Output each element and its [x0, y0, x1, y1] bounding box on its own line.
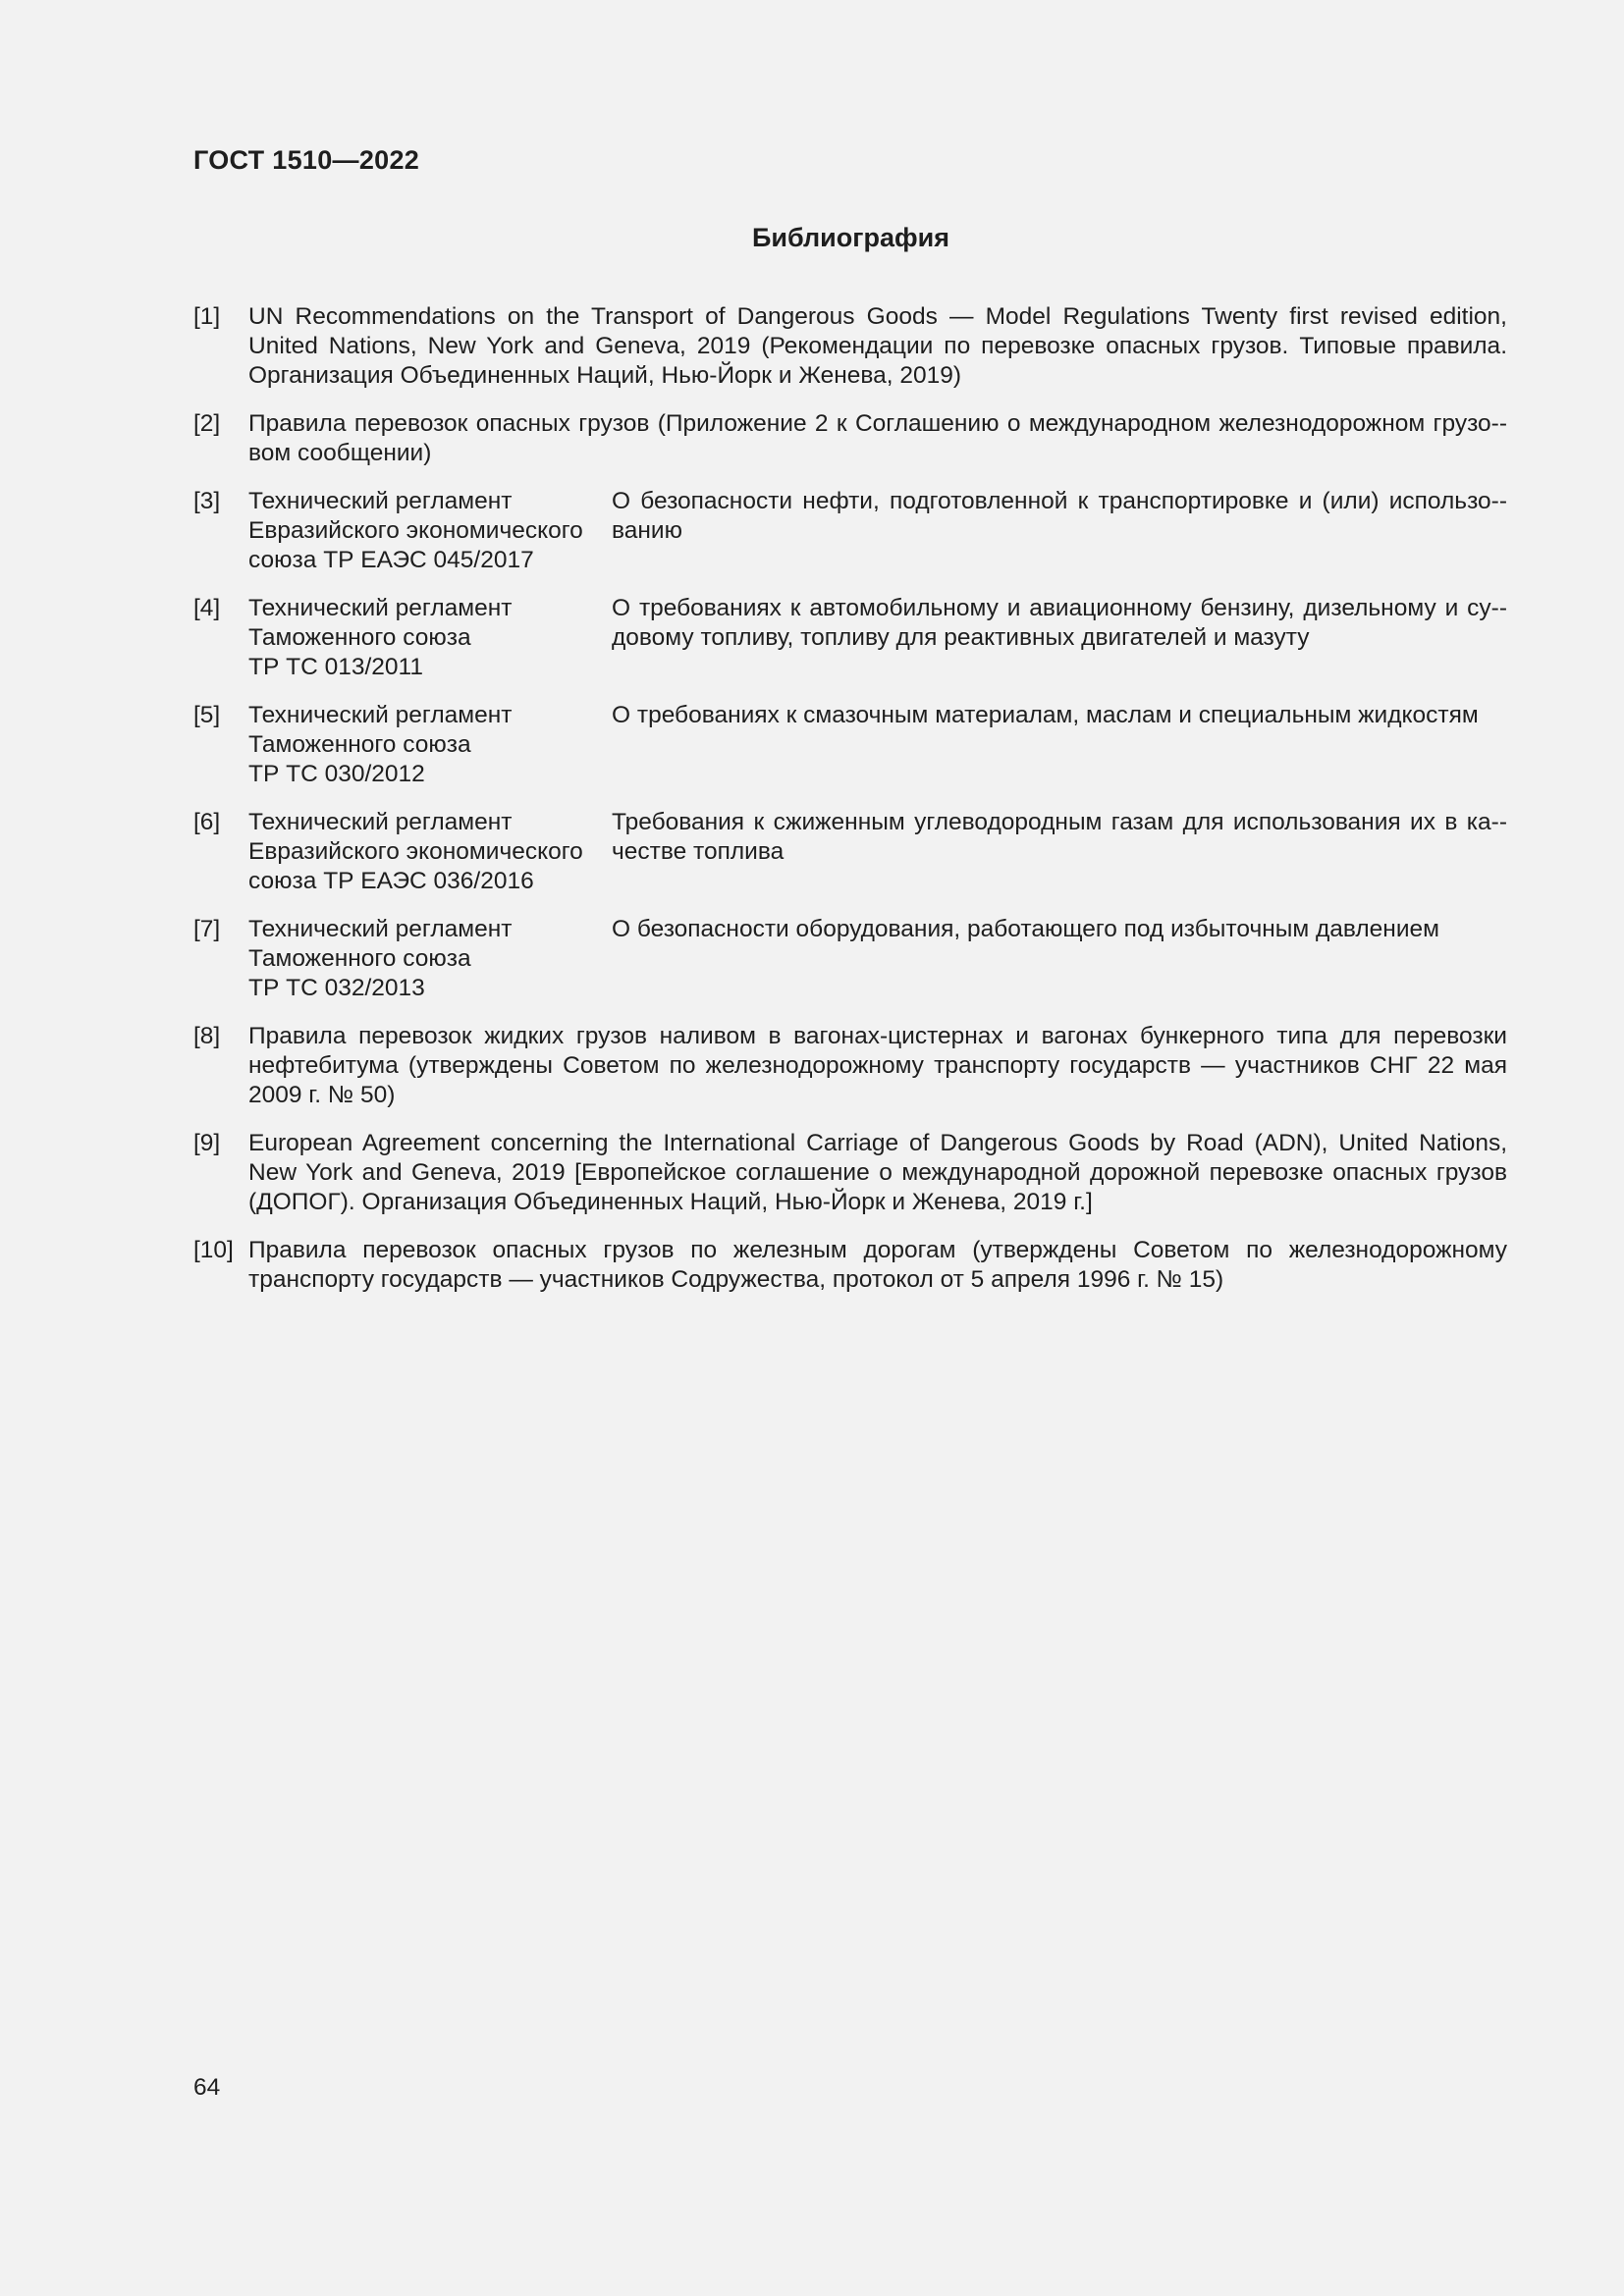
regulation-line: Технический регламент [248, 702, 513, 728]
reference-text: Правила перевозок опасных грузов по железным дорогам (утверждены Советом по железнодорожному транспорту государств — участников Содружества, протокол от 5 апреля 1996 г. № 15) [248, 1237, 1507, 1293]
reference-item [193, 701, 1507, 789]
reference-number: [8] [193, 1023, 221, 1049]
reference-item [193, 487, 1507, 575]
regulation-line: Таможенного союза [248, 731, 471, 758]
reference-number: [3] [193, 488, 221, 514]
regulation-line: ТР ТС 013/2011 [248, 654, 423, 680]
reference-number: [7] [193, 916, 221, 942]
reference-regulation [248, 808, 612, 896]
reference-subject: О безопасности нефти, подготовленной к транспортировке и (или) использо-ванию [612, 488, 1507, 544]
reference-number: [2] [193, 410, 221, 437]
reference-item [193, 1022, 1507, 1110]
reference-number: [5] [193, 702, 221, 728]
regulation-line: ТР ТС 030/2012 [248, 761, 425, 787]
reference-item [193, 594, 1507, 682]
reference-number: [9] [193, 1130, 221, 1156]
reference-subject: О требованиях к смазочным материалам, маслам и специальным жидкостям [612, 702, 1479, 728]
reference-text: UN Recommendations on the Transport of Dangerous Goods — Model Regulations Twenty first revised edition, United Nations, New York and Geneva, 2019 (Рекомендации по перевозке опасных грузов. Типовые правила. Организация Объединенных Наций, Нью-Йорк и Женева, 2019) [248, 303, 1507, 389]
reference-item [193, 915, 1507, 1003]
reference-regulation [248, 487, 612, 575]
reference-text: European Agreement concerning the International Carriage of Dangerous Goods by Road (ADN), United Nations, New York and Geneva, 2019 [Европейское соглашение о международной дорожной перевозке опасных грузов (ДОПОГ). Организация Объединенных Наций, Нью-Йорк и Женева, 2019 г.] [248, 1130, 1507, 1215]
reference-item [193, 1236, 1507, 1295]
bibliography-list [193, 302, 1507, 1313]
reference-regulation [248, 594, 612, 682]
reference-text: Правила перевозок жидких грузов наливом в вагонах-цистернах и вагонах бункерного типа для перевозки нефтебитума (утверждены Советом по железнодорожному транспорту государств — участников СНГ 22 мая 2009 г. № 50) [248, 1023, 1507, 1108]
reference-subject: О безопасности оборудования, работающего под избыточным давлением [612, 916, 1439, 942]
reference-number: [10] [193, 1237, 234, 1263]
reference-item [193, 409, 1507, 468]
reference-number: [6] [193, 809, 221, 835]
reference-text: Правила перевозок опасных грузов (Приложение 2 к Соглашению о международном железнодорожном грузо-вом сообщении) [248, 410, 1507, 466]
regulation-line: Таможенного союза [248, 624, 471, 651]
regulation-line: союза ТР ЕАЭС 045/2017 [248, 547, 534, 573]
regulation-line: Технический регламент [248, 809, 513, 835]
regulation-line: Технический регламент [248, 488, 513, 514]
regulation-line: ТР ТС 032/2013 [248, 975, 425, 1001]
reference-regulation [248, 701, 612, 789]
reference-item [193, 808, 1507, 896]
reference-subject: Требования к сжиженным углеводородным газам для использования их в ка-честве топлива [612, 809, 1507, 865]
regulation-line: Таможенного союза [248, 945, 471, 972]
reference-number: [1] [193, 303, 221, 330]
reference-item [193, 1129, 1507, 1217]
reference-number: [4] [193, 595, 221, 621]
reference-subject: О требованиях к автомобильному и авиационному бензину, дизельному и су-довому топливу, топливу для реактивных двигателей и мазуту [612, 595, 1507, 651]
page-number: 64 [193, 2074, 221, 2101]
regulation-line: Евразийского экономического [248, 838, 583, 865]
section-title: Библиография [752, 223, 949, 252]
regulation-line: союза ТР ЕАЭС 036/2016 [248, 868, 534, 894]
regulation-line: Технический регламент [248, 595, 513, 621]
reference-item [193, 302, 1507, 391]
regulation-line: Евразийского экономического [248, 517, 583, 544]
reference-regulation [248, 915, 612, 1003]
document-header: ГОСТ 1510—2022 [193, 145, 420, 175]
regulation-line: Технический регламент [248, 916, 513, 942]
